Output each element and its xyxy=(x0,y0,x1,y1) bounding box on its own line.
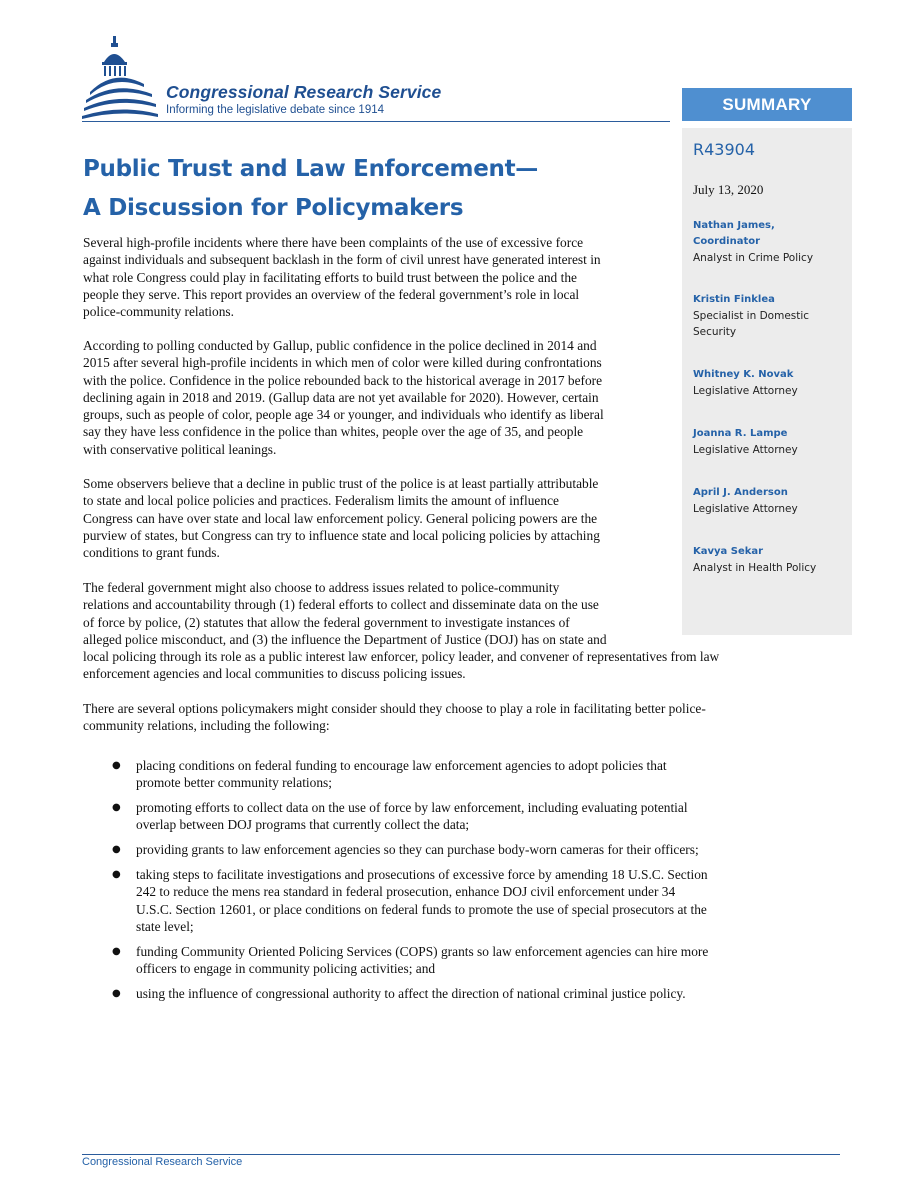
text-line: police-community relations. xyxy=(83,304,234,320)
text-line: state level; xyxy=(136,918,194,934)
bullet-icon: ● xyxy=(112,987,121,999)
text-line: providing grants to law enforcement agencies so they can purchase body-worn cameras for their officers; xyxy=(136,842,699,858)
author-role: Security xyxy=(693,326,737,338)
text-line: conditions to grant funds. xyxy=(83,545,220,561)
summary-paragraph xyxy=(83,579,803,683)
text-line: taking steps to facilitate investigations and prosecutions of excessive force by amending 18 U.S.C. Section xyxy=(136,866,708,882)
header-rule xyxy=(82,121,670,122)
author-entry xyxy=(693,218,851,266)
org-tagline: Informing the legislative debate since 1914 xyxy=(166,104,385,116)
text-line: community relations, including the following: xyxy=(83,718,330,734)
author-entry xyxy=(693,426,851,458)
summary-label: SUMMARY xyxy=(682,88,852,121)
summary-sidebar xyxy=(682,88,852,635)
page-title xyxy=(83,150,643,228)
list-item xyxy=(112,866,784,935)
text-line: of force by police, (2) statutes that allow the federal government to investigate instances of xyxy=(83,614,570,630)
options-list xyxy=(112,757,784,1010)
text-line: alleged police misconduct, and (3) the influence the Department of Justice (DOJ) has on state and xyxy=(83,631,607,647)
text-line: relations and accountability through (1) federal efforts to collect and disseminate data on the use xyxy=(83,597,599,613)
text-line: promoting efforts to collect data on the use of force by law enforcement, including evaluating potential xyxy=(136,800,688,816)
list-item xyxy=(112,757,784,792)
text-line: According to polling conducted by Gallup, public confidence in the police declined in 2014 and xyxy=(83,338,597,353)
author-name: Whitney K. Novak xyxy=(693,369,794,380)
text-line: with conservative political leanings. xyxy=(83,441,277,457)
report-date: July 13, 2020 xyxy=(693,182,764,197)
text-line: The federal government might also choose to address issues related to police-community xyxy=(83,580,560,595)
bullet-icon: ● xyxy=(112,760,121,771)
text-line: U.S.C. Section 12601, or place conditions on federal funds to promote the use of special prosecutors at the xyxy=(136,901,707,917)
author-name: Joanna R. Lampe xyxy=(693,428,788,439)
sidebar-body xyxy=(682,128,852,635)
footer-rule xyxy=(82,1154,840,1155)
text-line: Several high-profile incidents where there have been complaints of the use of excessive force xyxy=(83,235,584,250)
title-line: Public Trust and Law Enforcement— xyxy=(83,156,538,182)
footer-text: Congressional Research Service xyxy=(82,1156,243,1168)
bullet-icon: ● xyxy=(112,945,121,957)
list-item xyxy=(112,799,784,834)
summary-paragraph xyxy=(83,700,803,735)
crs-logo xyxy=(82,34,672,124)
text-line: purview of states, but Congress can try to influence state and local policing policies by attaching xyxy=(83,527,600,543)
title-line: A Discussion for Policymakers xyxy=(83,195,464,221)
text-line: what role Congress could play in facilitating efforts to build trust between the police and the xyxy=(83,269,577,285)
author-entry xyxy=(693,485,851,517)
org-name: Congressional Research Service xyxy=(166,82,442,102)
bullet-icon: ● xyxy=(112,868,121,880)
bullet-icon: ● xyxy=(112,802,121,814)
text-line: to state and local police policies and practices. Federalism limits the amount of influence xyxy=(83,493,559,509)
author-entry xyxy=(693,292,851,340)
summary-paragraph xyxy=(83,234,669,320)
author-role: Legislative Attorney xyxy=(693,385,798,397)
author-role: Specialist in Domestic xyxy=(693,310,810,322)
summary-paragraph xyxy=(83,475,669,561)
text-line: against individuals and subsequent backlash in the form of civil unrest have generated interest in xyxy=(83,252,601,268)
list-item xyxy=(112,985,784,1002)
text-line: say they have less confidence in the police than whites, people over the age of 35, and people xyxy=(83,424,584,440)
author-role: Analyst in Health Policy xyxy=(693,562,817,574)
text-line: enforcement agencies and local communities to discuss policing issues. xyxy=(83,666,466,682)
author-entry xyxy=(693,367,851,399)
list-item xyxy=(112,841,784,858)
list-item xyxy=(112,943,784,978)
author-name: Kristin Finklea xyxy=(693,294,775,305)
author-role: Legislative Attorney xyxy=(693,503,798,515)
text-line: using the influence of congressional authority to affect the direction of national criminal justice policy. xyxy=(136,985,686,1001)
author-title: Coordinator xyxy=(693,236,761,247)
text-line: groups, such as people of color, people age 34 or younger, and individuals who identify as liberal xyxy=(83,407,604,423)
text-line: with the police. Confidence in the police rebounded back to the historical average in 2017 before xyxy=(83,372,603,388)
text-line: officers to engage in community policing activities; and xyxy=(136,960,436,976)
text-line: overlap between DOJ programs that currently collect the data; xyxy=(136,817,470,833)
text-line: Some observers believe that a decline in public trust of the police is at least partially attributable xyxy=(83,476,599,491)
author-role: Legislative Attorney xyxy=(693,444,798,456)
author-name: April J. Anderson xyxy=(693,487,788,498)
text-line: promote better community relations; xyxy=(136,775,332,791)
report-number: R43904 xyxy=(693,140,756,159)
author-name: Nathan James, xyxy=(693,220,775,231)
text-line: funding Community Oriented Policing Services (COPS) grants so law enforcement agencies can hire more xyxy=(136,943,709,959)
text-line: people they serve. This report provides an overview of the federal government’s role in local xyxy=(83,286,580,302)
author-name: Kavya Sekar xyxy=(693,546,764,557)
bullet-icon: ● xyxy=(112,844,121,856)
text-line: placing conditions on federal funding to encourage law enforcement agencies to adopt policies that xyxy=(136,758,667,773)
author-role: Analyst in Crime Policy xyxy=(693,252,814,264)
text-line: declining again in 2018 and 2019. (Gallup data are not yet available for 2020). However, certain xyxy=(83,389,599,405)
text-line: local policing through its role as a public interest law enforcer, policy leader, and convener of representatives from law xyxy=(83,649,720,665)
text-line: Congress can have over state and local law enforcement policy. General policing powers are the xyxy=(83,510,598,526)
text-line: There are several options policymakers might consider should they choose to play a role in facilitating better police- xyxy=(83,701,706,716)
text-line: 242 to reduce the mens rea standard in federal prosecution, enhance DOJ civil enforcement under 34 xyxy=(136,884,676,900)
capitol-dome-icon xyxy=(82,34,162,124)
text-line: 2015 after several high-profile incidents in which men of color were killed during confrontations xyxy=(83,355,602,371)
author-entry xyxy=(693,544,851,576)
summary-paragraph xyxy=(83,337,669,458)
